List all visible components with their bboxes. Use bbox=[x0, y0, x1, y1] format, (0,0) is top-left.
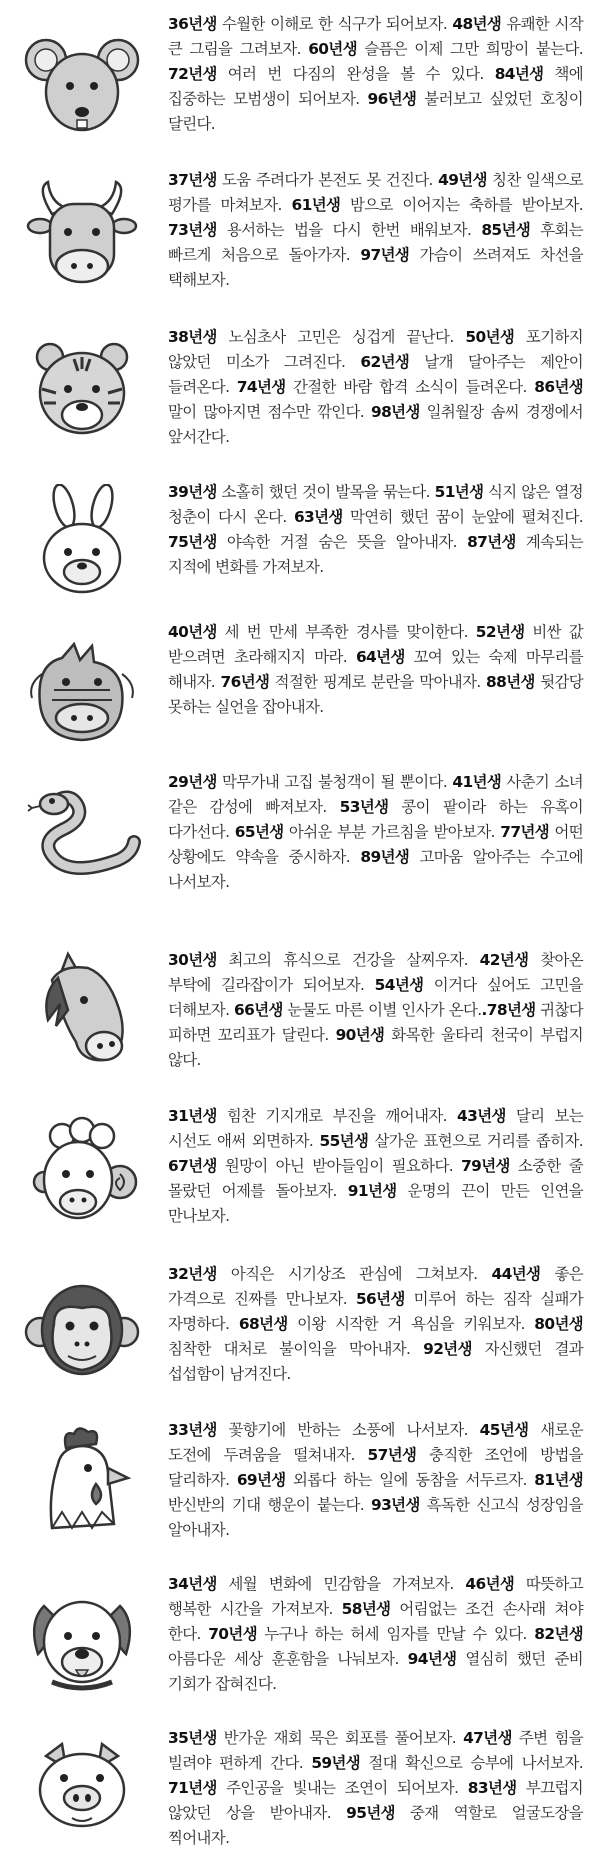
birth-year: 62년생 bbox=[360, 353, 410, 371]
fortune-phrase: 아쉬운 부분 가르침을 받아보자. bbox=[283, 823, 501, 841]
fortune-phrase: 힘찬 기지개로 부진을 깨어내자. bbox=[216, 1107, 457, 1125]
birth-year: 64년생 bbox=[355, 648, 405, 666]
fortune-phrase: 절대 확신으로 승부에 나서보자. bbox=[360, 1754, 584, 1772]
birth-year: 33년생 bbox=[168, 1421, 217, 1439]
fortune-phrase: 꼬여 있는 숙제 마무리를 해내자. bbox=[168, 648, 583, 691]
fortune-text bbox=[168, 1262, 583, 1387]
birth-year: 73년생 bbox=[168, 221, 217, 239]
fortune-phrase: 주인공을 빛내는 조연이 되어보자. bbox=[216, 1779, 468, 1797]
ox-icon bbox=[22, 174, 142, 294]
birth-year: 63년생 bbox=[293, 508, 343, 526]
fortune-phrase: 아름다운 세상 훈훈함을 나눠보자. bbox=[168, 1650, 408, 1668]
monkey-icon bbox=[22, 1268, 142, 1388]
fortune-phrase: 운명의 끈이 만든 인연을 만나보자. bbox=[168, 1182, 584, 1225]
birth-year: 81년생 bbox=[534, 1471, 584, 1489]
birth-year: 94년생 bbox=[407, 1650, 457, 1668]
birth-year: 90년생 bbox=[335, 1026, 385, 1044]
birth-year: 36년생 bbox=[168, 15, 217, 33]
fortune-phrase: 슬픔은 이제 그만 희망이 붙는다. bbox=[356, 40, 584, 58]
birth-year: 79년생 bbox=[461, 1157, 510, 1175]
birth-year: 50년생 bbox=[465, 328, 515, 346]
birth-year: 34년생 bbox=[168, 1575, 217, 1593]
birth-year: 82년생 bbox=[534, 1625, 583, 1643]
fortune-phrase: 야속한 거절 숨은 뜻을 알아내자. bbox=[216, 533, 468, 551]
birth-year: 72년생 bbox=[168, 65, 217, 83]
fortune-text bbox=[168, 1104, 583, 1229]
fortune-text bbox=[168, 1572, 583, 1697]
fortune-phrase: 흑독한 신고식 성장임을 알아내자. bbox=[168, 1496, 583, 1539]
fortune-phrase: 고마움 알아주는 수고에 나서보자. bbox=[168, 848, 583, 891]
birth-year: 44년생 bbox=[491, 1265, 541, 1283]
fortune-phrase: 콩이 팥이라 하는 유혹이 다가선다. bbox=[168, 798, 583, 841]
fortune-phrase: 세월 변화에 민감함을 가져보자. bbox=[216, 1575, 466, 1593]
birth-year: 57년생 bbox=[367, 1446, 417, 1464]
birth-year: 32년생 bbox=[168, 1265, 217, 1283]
birth-year: 86년생 bbox=[534, 378, 584, 396]
fortune-phrase: 최고의 휴식으로 건강을 살찌우자. bbox=[216, 951, 480, 969]
fortune-phrase: 미루어 하는 짐작 실패가 자명하다. bbox=[168, 1290, 583, 1333]
fortune-phrase: 식지 않은 열정 청춘이 다시 온다. bbox=[168, 483, 583, 526]
fortune-phrase: 찾아온 부탁에 길라잡이가 되어보자. bbox=[168, 951, 583, 994]
birth-year: 84년생 bbox=[494, 65, 544, 83]
birth-year: 46년생 bbox=[465, 1575, 515, 1593]
fortune-phrase: 이왕 시작한 거 욕심을 키워보자. bbox=[287, 1315, 535, 1333]
birth-year: 77년생 bbox=[500, 823, 550, 841]
fortune-phrase: 자신했던 결과 섭섭함이 남겨진다. bbox=[168, 1340, 583, 1383]
birth-year: 88년생 bbox=[486, 673, 535, 691]
birth-year: 71년생 bbox=[168, 1779, 217, 1797]
fortune-text bbox=[168, 770, 583, 895]
fortune-phrase: 어림없는 조건 손사래 쳐야 한다. bbox=[168, 1600, 583, 1643]
snake-icon bbox=[22, 780, 142, 900]
fortune-text bbox=[168, 325, 583, 450]
fortune-phrase: 침착한 대처로 불이익을 막아내자. bbox=[168, 1340, 424, 1358]
fortune-phrase: 사춘기 소녀 같은 감성에 빠져보자. bbox=[168, 773, 583, 816]
birth-year: .78년생 bbox=[481, 1001, 536, 1019]
birth-year: 61년생 bbox=[291, 196, 341, 214]
fortune-phrase: 외롭다 하는 일에 동참을 서두르자. bbox=[285, 1471, 535, 1489]
fortune-phrase: 어떤 상황에도 약속을 중시하자. bbox=[168, 823, 583, 866]
birth-year: 95년생 bbox=[346, 1804, 395, 1822]
fortune-phrase: 일취월장 솜씨 경쟁에서 앞서간다. bbox=[168, 403, 583, 446]
rooster-icon bbox=[22, 1424, 142, 1544]
fortune-phrase: 도움 주려다가 본전도 못 건진다. bbox=[216, 171, 439, 189]
birth-year: 43년생 bbox=[456, 1107, 506, 1125]
fortune-phrase: 누구나 하는 허세 임자를 만날 수 있다. bbox=[256, 1625, 535, 1643]
birth-year: 59년생 bbox=[311, 1754, 361, 1772]
fortune-phrase: 포기하지 않았던 미소가 그려진다. bbox=[168, 328, 583, 371]
birth-year: 55년생 bbox=[319, 1132, 369, 1150]
birth-year: 30년생 bbox=[168, 951, 217, 969]
rat-icon bbox=[22, 24, 142, 144]
birth-year: 96년생 bbox=[367, 90, 417, 108]
fortune-phrase: 뒷감당 못하는 실언을 잡아내자. bbox=[168, 673, 583, 716]
fortune-phrase: 살가운 표현으로 거리를 좁히자. bbox=[368, 1132, 584, 1150]
birth-year: 97년생 bbox=[360, 246, 410, 264]
fortune-phrase: 아직은 시기상조 관심에 그쳐보자. bbox=[216, 1265, 492, 1283]
birth-year: 60년생 bbox=[308, 40, 357, 58]
dog-icon bbox=[22, 1582, 142, 1702]
fortune-phrase: 칭찬 일색으로 평가를 마쳐보자. bbox=[168, 171, 583, 214]
birth-year: 75년생 bbox=[168, 533, 217, 551]
birth-year: 54년생 bbox=[374, 976, 424, 994]
fortune-text bbox=[168, 620, 583, 720]
fortune-phrase: 소중한 줄 몰랐던 어제를 돌아보자. bbox=[168, 1157, 583, 1200]
birth-year: 51년생 bbox=[434, 483, 484, 501]
fortune-phrase: 따뜻하고 행복한 시간을 가져보자. bbox=[168, 1575, 583, 1618]
fortune-phrase: 후회는 빠르게 처음으로 돌아가자. bbox=[168, 221, 583, 264]
fortune-phrase: 용서하는 법을 다시 한번 배워보자. bbox=[216, 221, 482, 239]
fortune-phrase: 여러 번 다짐의 완성을 볼 수 있다. bbox=[216, 65, 495, 83]
fortune-phrase: 세 번 만세 부족한 경사를 맞이한다. bbox=[216, 623, 476, 641]
birth-year: 31년생 bbox=[168, 1107, 217, 1125]
fortune-phrase: 막연히 했던 꿈이 눈앞에 펼쳐진다. bbox=[342, 508, 584, 526]
fortune-phrase: 간절한 바람 합격 소식이 들려온다. bbox=[285, 378, 535, 396]
fortune-phrase: 반가운 재회 묵은 회포를 풀어보자. bbox=[216, 1729, 464, 1747]
birth-year: 49년생 bbox=[438, 171, 487, 189]
birth-year: 40년생 bbox=[168, 623, 217, 641]
fortune-text bbox=[168, 480, 583, 580]
birth-year: 98년생 bbox=[370, 403, 420, 421]
fortune-phrase: 소홀히 했던 것이 발목을 묶는다. bbox=[216, 483, 435, 501]
fortune-phrase: 주변 힘을 빌려야 편하게 간다. bbox=[168, 1729, 584, 1772]
birth-year: 89년생 bbox=[360, 848, 410, 866]
sheep-icon bbox=[22, 1112, 142, 1232]
birth-year: 35년생 bbox=[168, 1729, 217, 1747]
birth-year: 93년생 bbox=[370, 1496, 420, 1514]
birth-year: 74년생 bbox=[236, 378, 286, 396]
fortune-phrase: 중재 역할로 얼굴도장을 찍어내자. bbox=[168, 1804, 583, 1847]
fortune-phrase: 적절한 핑계로 분란을 막아내자. bbox=[269, 673, 487, 691]
fortune-phrase: 새로운 도전에 두려움을 떨쳐내자. bbox=[168, 1421, 583, 1464]
fortune-text bbox=[168, 1418, 583, 1543]
birth-year: 69년생 bbox=[236, 1471, 286, 1489]
birth-year: 92년생 bbox=[423, 1340, 472, 1358]
dragon-icon bbox=[22, 634, 142, 754]
fortune-phrase: 충직한 조언에 방법을 달리하자. bbox=[168, 1446, 583, 1489]
fortune-phrase: 부끄럽지 않았던 상을 받아내자. bbox=[168, 1779, 583, 1822]
birth-year: 58년생 bbox=[341, 1600, 391, 1618]
fortune-phrase: 노심초사 고민은 싱겁게 끝난다. bbox=[216, 328, 466, 346]
fortune-phrase: 날개 달아주는 제안이 들려온다. bbox=[168, 353, 583, 396]
birth-year: 45년생 bbox=[479, 1421, 529, 1439]
fortune-phrase: 원망이 아닌 받아들임이 필요하다. bbox=[216, 1157, 462, 1175]
fortune-phrase: 반신반의 기대 행운이 붙는다. bbox=[168, 1496, 371, 1514]
birth-year: 85년생 bbox=[481, 221, 531, 239]
birth-year: 42년생 bbox=[479, 951, 529, 969]
fortune-phrase: 불러보고 싶었던 호칭이 달린다. bbox=[168, 90, 583, 133]
fortune-phrase: 수월한 이해로 한 식구가 되어보자. bbox=[216, 15, 453, 33]
fortune-phrase: 눈물도 마른 이별 인사가 온다. bbox=[282, 1001, 482, 1019]
fortune-phrase: 유쾌한 시작 큰 그림을 그려보자. bbox=[168, 15, 583, 58]
birth-year: 52년생 bbox=[475, 623, 525, 641]
birth-year: 47년생 bbox=[463, 1729, 512, 1747]
birth-year: 66년생 bbox=[234, 1001, 283, 1019]
fortune-phrase: 화목한 울타리 천국이 부럽지 않다. bbox=[168, 1026, 583, 1069]
fortune-phrase: 책에 집중하는 모범생이 되어보자. bbox=[168, 65, 584, 108]
birth-year: 37년생 bbox=[168, 171, 217, 189]
fortune-text bbox=[168, 12, 583, 137]
birth-year: 48년생 bbox=[452, 15, 502, 33]
fortune-phrase: 계속되는 지적에 변화를 가져보자. bbox=[168, 533, 583, 576]
fortune-text bbox=[168, 168, 583, 293]
birth-year: 83년생 bbox=[467, 1779, 517, 1797]
fortune-phrase: 달리 보는 시선도 애써 외면하자. bbox=[168, 1107, 583, 1150]
birth-year: 65년생 bbox=[234, 823, 284, 841]
birth-year: 87년생 bbox=[467, 533, 516, 551]
birth-year: 68년생 bbox=[238, 1315, 288, 1333]
fortune-phrase: 밤으로 이어지는 축하를 받아보자. bbox=[340, 196, 583, 214]
fortune-phrase: 좋은 가격으로 진짜를 만나보자. bbox=[168, 1265, 583, 1308]
birth-year: 91년생 bbox=[347, 1182, 397, 1200]
fortune-phrase: 가슴이 쓰려져도 차선을 택해보자. bbox=[168, 246, 583, 289]
fortune-text bbox=[168, 1726, 583, 1851]
birth-year: 41년생 bbox=[452, 773, 502, 791]
fortune-phrase: 귀찮다 피하면 꼬리표가 달린다. bbox=[168, 1001, 583, 1044]
birth-year: 70년생 bbox=[208, 1625, 257, 1643]
fortune-phrase: 꽃향기에 반하는 소풍에 나서보자. bbox=[216, 1421, 480, 1439]
birth-year: 39년생 bbox=[168, 483, 217, 501]
birth-year: 67년생 bbox=[168, 1157, 217, 1175]
horse-icon bbox=[22, 950, 142, 1070]
fortune-phrase: 이거다 싶어도 고민을 더해보자. bbox=[168, 976, 583, 1019]
rabbit-icon bbox=[22, 484, 142, 604]
fortune-phrase: 막무가내 고집 불청객이 될 뿐이다. bbox=[216, 773, 453, 791]
birth-year: 76년생 bbox=[220, 673, 270, 691]
pig-icon bbox=[22, 1730, 142, 1850]
tiger-icon bbox=[22, 329, 142, 449]
fortune-phrase: 말이 많아지면 점수만 깎인다. bbox=[168, 403, 371, 421]
birth-year: 29년생 bbox=[168, 773, 217, 791]
birth-year: 56년생 bbox=[355, 1290, 405, 1308]
fortune-phrase: 열심히 했던 준비 기회가 잡혀진다. bbox=[168, 1650, 583, 1693]
birth-year: 53년생 bbox=[339, 798, 389, 816]
fortune-phrase: 비싼 값 받으려면 초라해지지 마라. bbox=[168, 623, 583, 666]
birth-year: 80년생 bbox=[534, 1315, 583, 1333]
birth-year: 38년생 bbox=[168, 328, 217, 346]
fortune-text bbox=[168, 948, 583, 1073]
